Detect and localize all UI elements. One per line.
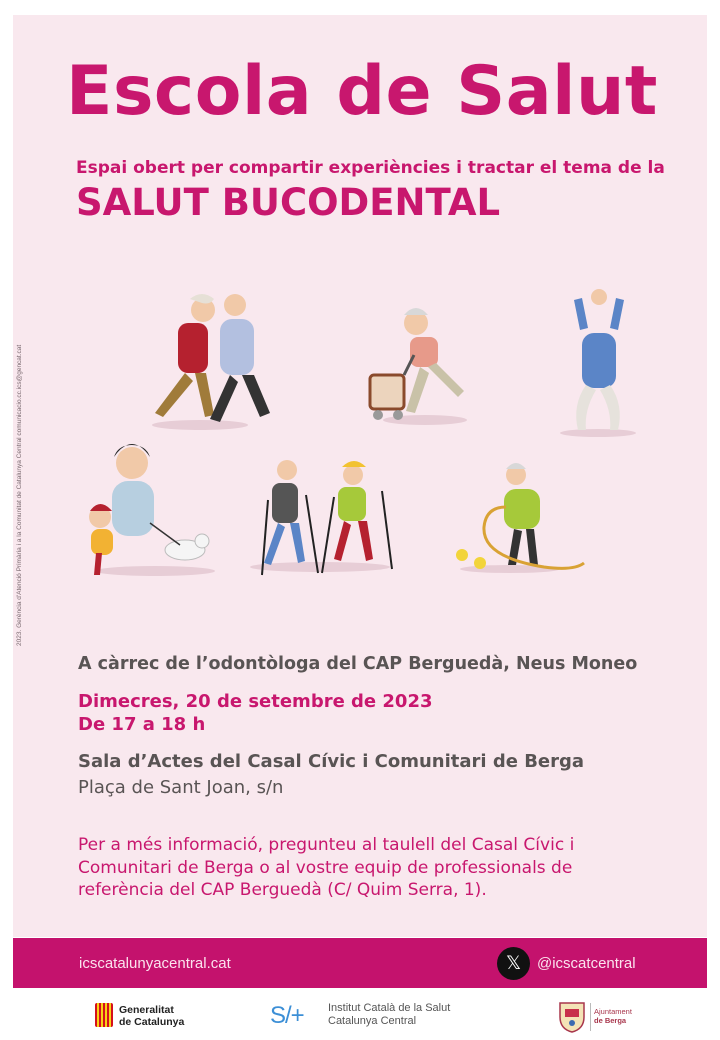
ajunt-line2: de Berga: [594, 1016, 627, 1025]
website-link[interactable]: icscatalunyacentral.cat: [79, 955, 231, 972]
logo-strip: [0, 995, 720, 1040]
senyera-icon: [95, 1003, 113, 1027]
woman-with-cart-illustration: [370, 308, 467, 425]
time-line: De 17 a 18 h: [78, 714, 206, 736]
venue-address: Plaça de Sant Joan, s/n: [78, 777, 284, 798]
page-title: Escola de Salut: [66, 52, 658, 131]
gardener-illustration: [456, 463, 584, 573]
logo-divider: [590, 1003, 591, 1031]
ics-line1: Institut Català de la Salut: [328, 1002, 451, 1014]
x-logo-icon[interactable]: [497, 947, 530, 980]
ajunt-line1: Ajuntament: [594, 1007, 632, 1016]
gencat-line1: Generalitat: [119, 1004, 174, 1016]
date-line: Dimecres, 20 de setembre de 2023: [78, 691, 433, 712]
footer-band: [13, 938, 707, 988]
walking-couple-illustration: [152, 294, 270, 430]
subtitle: Espai obert per compartir experiències i tractar el tema de la: [76, 158, 665, 178]
gencat-line2: de Catalunya: [119, 1016, 185, 1028]
man-stretching-illustration: [560, 289, 636, 437]
venue-name: Sala d’Actes del Casal Cívic i Comunitari de Berga: [78, 751, 585, 772]
shield-icon: [558, 999, 586, 1033]
family-with-dog-illustration: [89, 444, 215, 576]
social-handle[interactable]: @icscatcentral: [537, 955, 636, 972]
event-date: [78, 690, 433, 737]
illustrations: [70, 285, 660, 585]
ics-line2: Catalunya Central: [328, 1015, 417, 1027]
nordic-walkers-illustration: [250, 460, 392, 575]
more-info-text: Per a més informació, pregunteu al taulell del Casal Cívic i Comunitari de Berga o al vostre equip de professionals de referència del CAP Berguedà (C/ Quim Serra, 1).: [78, 835, 575, 901]
x-glyph: 𝕏: [505, 952, 522, 974]
ajuntament-logo: [558, 999, 632, 1037]
ics-mark-icon: S/+: [270, 1002, 304, 1029]
speaker-line: A càrrec de l’odontòloga del CAP Berguedà, Neus Moneo: [78, 654, 638, 674]
side-credit: 2023. Gerència d'Atenció Primària i a la Comunitat de Catalunya Central comunicacio.cc.ics@gencat.cat: [16, 344, 23, 646]
topic-heading: SALUT BUCODENTAL: [76, 181, 501, 224]
